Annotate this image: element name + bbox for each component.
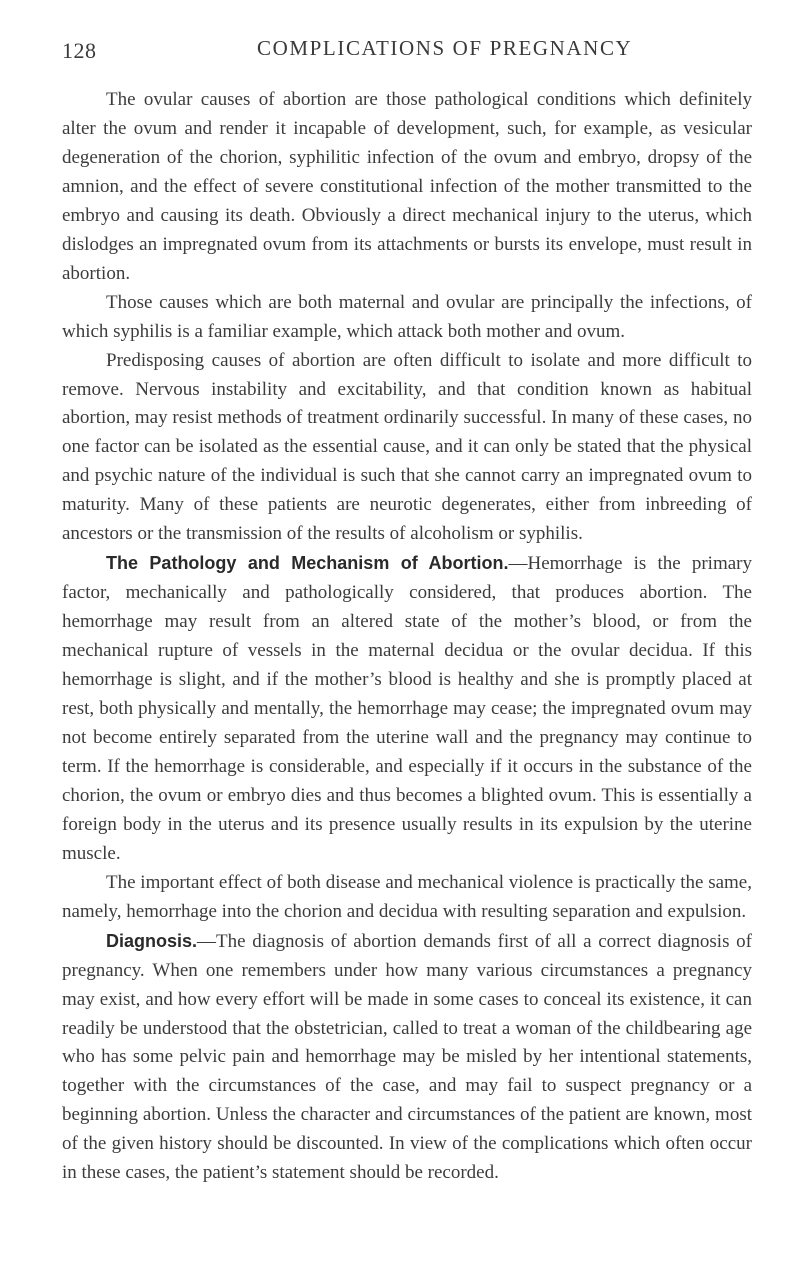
paragraph-diagnosis — [62, 927, 752, 1189]
paragraph-text: The important effect of both disease and mechanical violence is practically the same, namely, hemorrhage into the chorion and decidua with resulting separation and expulsion. — [62, 871, 752, 922]
paragraph-text: —Hemorrhage is the primary factor, mechanically and pathologically considered, that produces abortion. The hemorrhage may result from an altered state of the mother’s blood, or from the mechanical rupture of vessels in the maternal decidua or the ovular decidua. If this hemorrhage is slight, and if the mother’s blood is healthy and she is promptly placed at rest, both physically and mentally, the hemorrhage may cease; the impregnated ovum may not become entirely separated from the uterine wall and the pregnancy may continue to term. If the hemorrhage is considerable, and especially if it occurs in the substance of the chorion, the ovum or embryo dies and thus becomes a blighted ovum. This is essentially a foreign body in the uterus and its presence usually results in its expulsion by the uterine muscle. — [62, 553, 752, 864]
paragraph-text: —The diagnosis of abortion demands first of all a correct diagnosis of pregnancy. When one remembers under how many various circumstances a pregnancy may exist, and how every effort will be made in some cases to conceal its existence, it can readily be understood that the obstetrician, called to treat a woman of the childbearing age who has some pelvic pain and hemorrhage may be misled by her intentional statements, together with the circumstances of the case, and may fail to suspect pregnancy or a beginning abortion. Unless the character and circumstances of the patient are known, most of the given history should be discounted. In view of the complications which often occur in these cases, the patient’s statement should be recorded. — [62, 930, 752, 1184]
paragraph-pathology-mechanism — [62, 549, 752, 868]
paragraph-predisposing-causes — [62, 347, 752, 550]
page-number: 128 — [62, 38, 97, 63]
running-title: COMPLICATIONS OF PREGNANCY — [257, 36, 633, 60]
section-heading-pathology: The Pathology and Mechanism of Abortion. — [106, 553, 509, 574]
paragraph-ovular-causes — [62, 86, 752, 289]
paragraph-text: The ovular causes of abortion are those pathological conditions which definitely alter the ovum and render it incapable of development, such, for example, as vesicular degeneration of the chorion, syphilitic infection of the ovum and embryo, dropsy of the amnion, and the effect of severe constitutional infection of the mother transmitted to the embryo and causing its death. Obviously a direct mechanical injury to the uterus, which dislodges an impregnated ovum from its attachments or bursts its envelope, must result in abortion. — [62, 89, 752, 284]
body-text — [62, 86, 752, 1188]
section-heading-diagnosis: Diagnosis. — [106, 930, 198, 951]
paragraph-text: Those causes which are both maternal and ovular are principally the infections, of which syphilis is a familiar example, which attack both mother and ovum. — [62, 291, 752, 342]
paragraph-maternal-ovular-causes — [62, 289, 752, 347]
paragraph-text: Predisposing causes of abortion are often difficult to isolate and more difficult to remove. Nervous instability and excitability, and that condition known as habitual abortion, may resist methods of treatment ordinarily successful. In many of these cases, no one factor can be isolated as the essential cause, and it can only be stated that the physical and psychic nature of the individual is such that she cannot carry an impregnated ovum to maturity. Many of these patients are neurotic degenerates, either from inbreeding of ancestors or the transmission of the results of alcoholism or syphilis. — [62, 349, 752, 545]
running-head — [62, 36, 752, 66]
paragraph-important-effect — [62, 869, 752, 927]
